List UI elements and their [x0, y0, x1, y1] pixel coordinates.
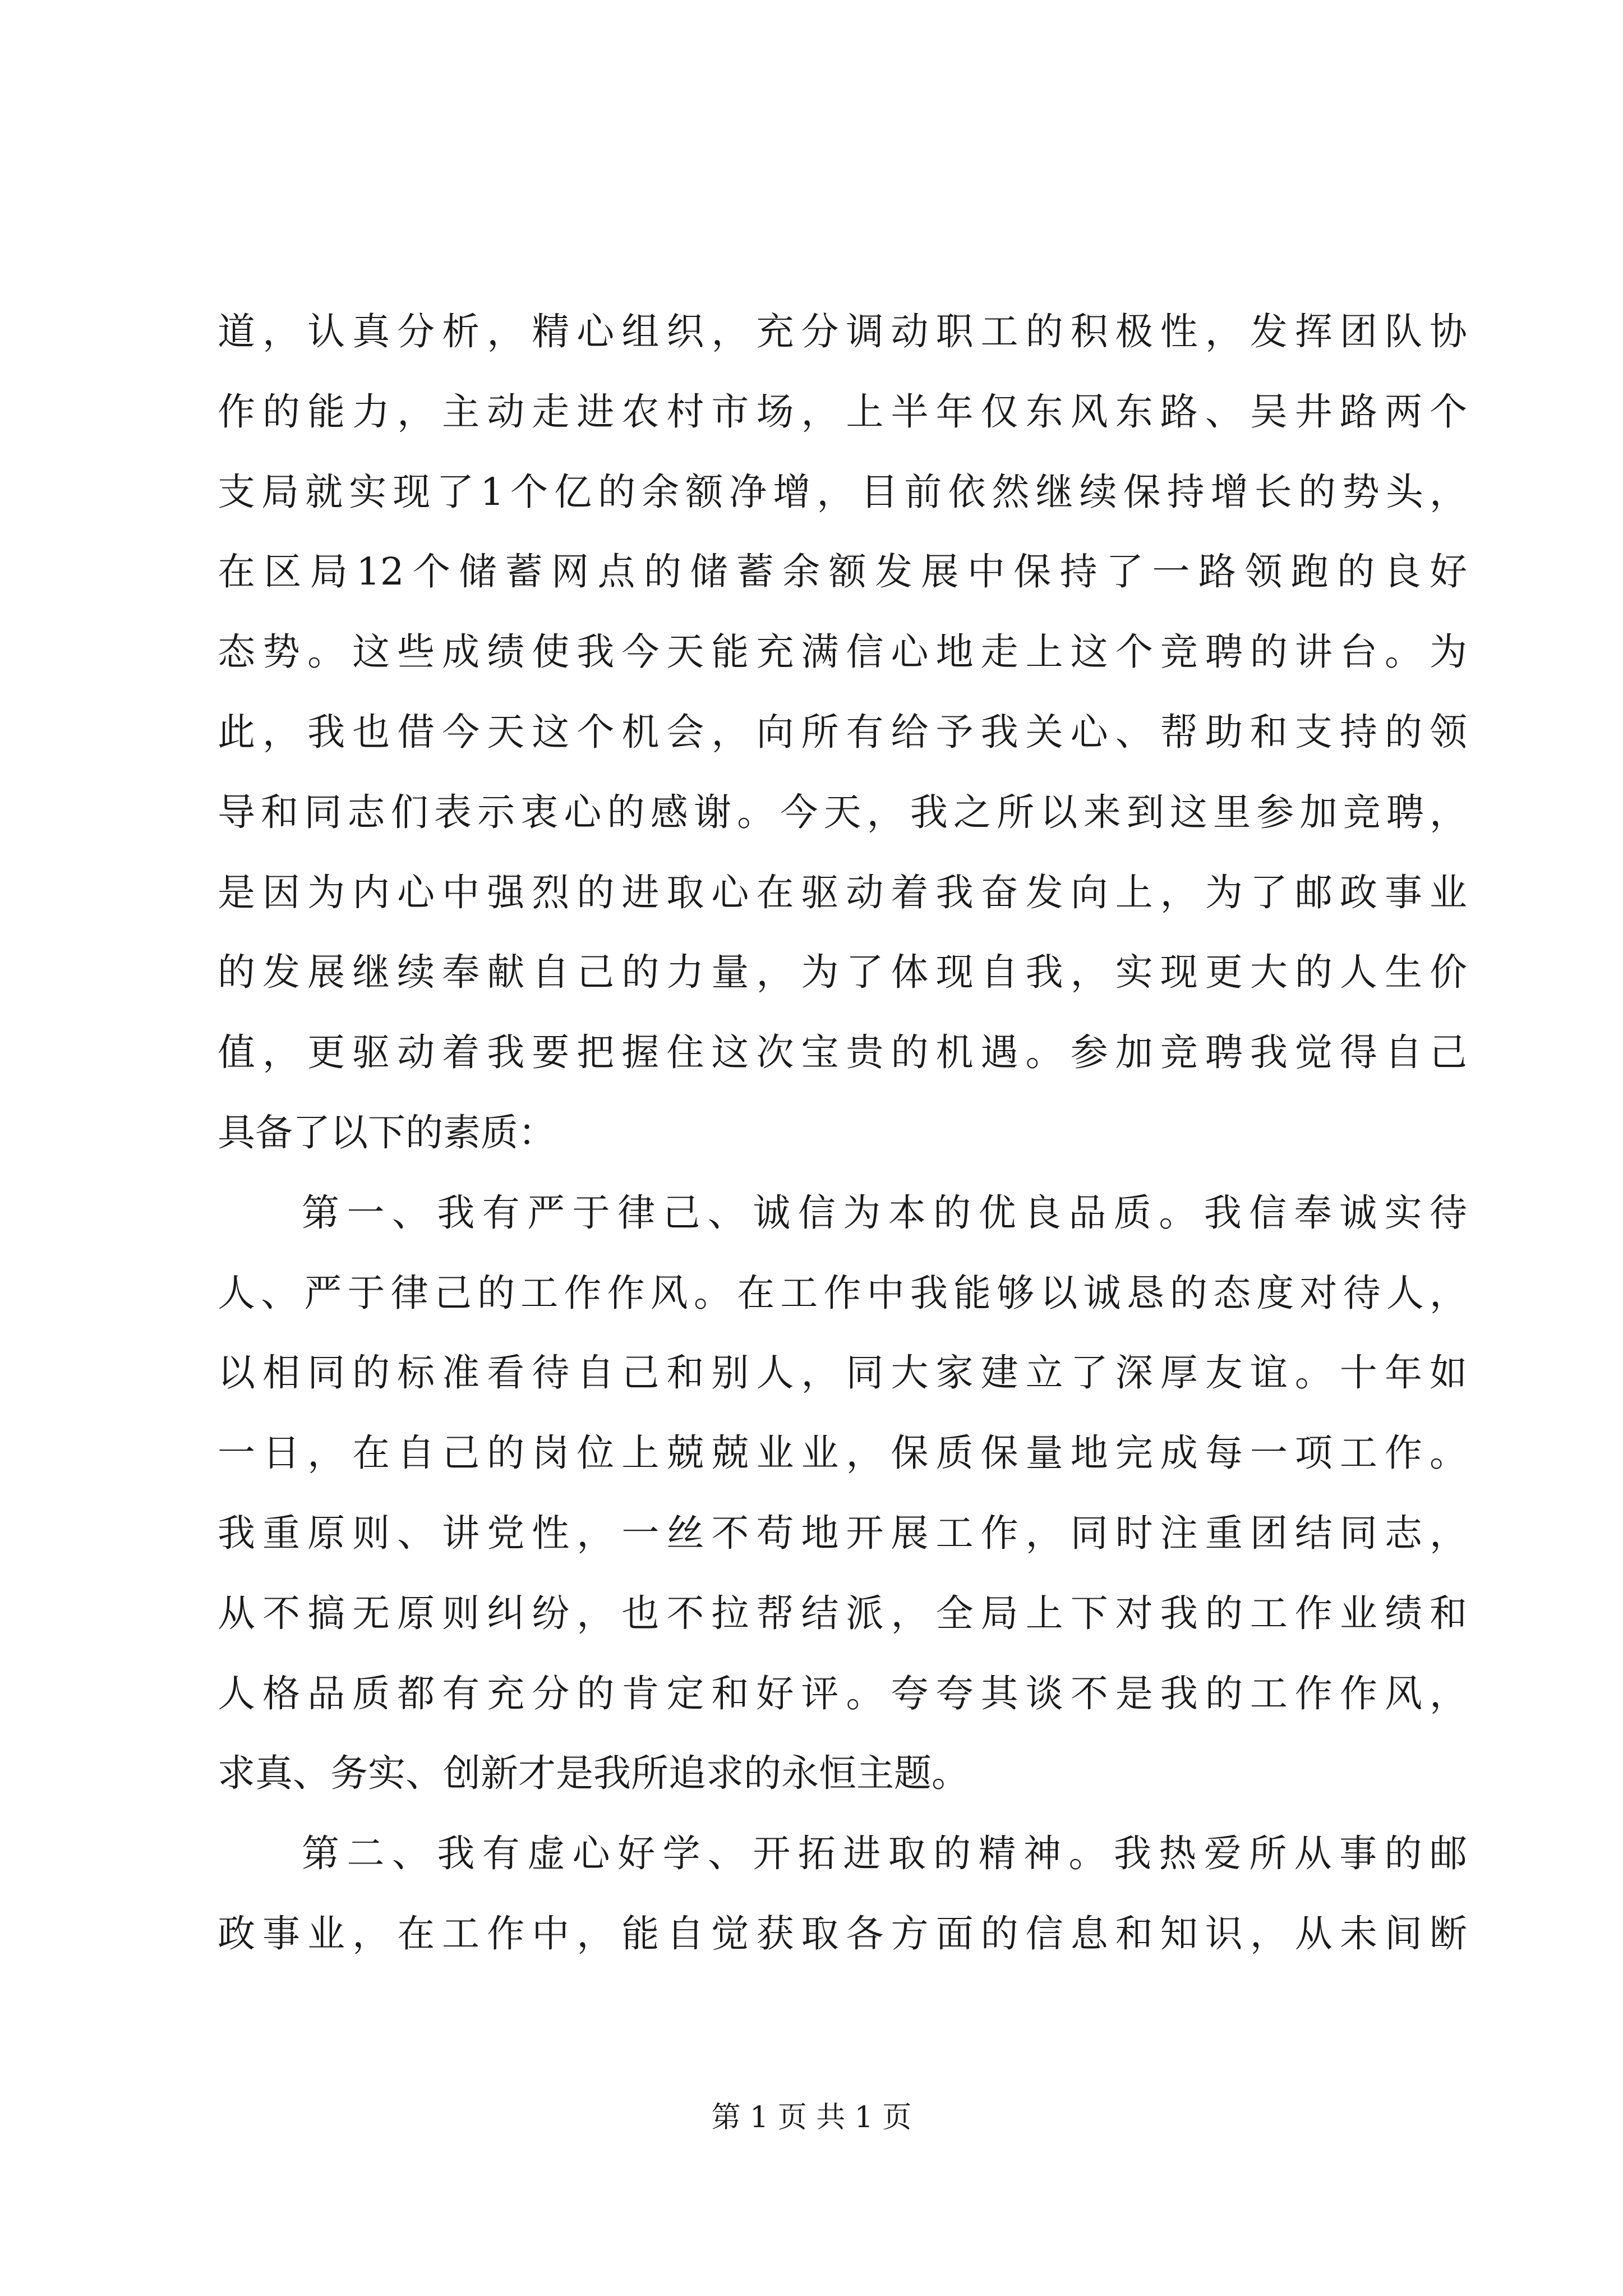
page-footer	[0, 2101, 1623, 2134]
text-line: 人格品质都有充分的肯定和好评。夸夸其谈不是我的工作作风，	[218, 1671, 1467, 1715]
paragraph-1	[218, 292, 1467, 1173]
text-line: 第二、我有虚心好学、开拓进取的精神。我热爱所从事的邮	[302, 1832, 1467, 1876]
text-line: 求真、务实、创新才是我所追求的永恒主题。	[218, 1751, 969, 1796]
text-line: 政事业，在工作中，能自觉获取各方面的信息和知识，从未间断	[218, 1911, 1467, 1955]
text-line: 第一、我有严于律己、诚信为本的优良品质。我信奉诚实待	[302, 1190, 1467, 1235]
page-number-label: 第 1 页 共 1 页	[711, 2101, 912, 2134]
text-line: 值，更驱动着我要把握住这次宝贵的机遇。参加竞聘我觉得自己	[218, 1030, 1467, 1075]
paragraph-2	[218, 1173, 1467, 1814]
paragraph-3	[218, 1814, 1467, 1974]
text-line: 人、严于律己的工作作风。在工作中我能够以诚恳的态度对待人，	[218, 1271, 1467, 1315]
text-line: 一日，在自己的岗位上兢兢业业，保质保量地完成每一项工作。	[218, 1431, 1467, 1475]
text-line: 态势。这些成绩使我今天能充满信心地走上这个竞聘的讲台。为	[218, 630, 1467, 674]
text-line: 导和同志们表示衷心的感谢。今天，我之所以来到这里参加竞聘，	[218, 790, 1467, 834]
document-body	[218, 292, 1467, 1974]
text-line: 支局就实现了1个亿的余额净增，目前依然继续保持增长的势头，	[218, 470, 1467, 514]
text-line: 以相同的标准看待自己和别人，同大家建立了深厚友谊。十年如	[218, 1351, 1467, 1395]
text-line: 的发展继续奉献自己的力量，为了体现自我，实现更大的人生价	[218, 950, 1467, 995]
text-line: 在区局12个储蓄网点的储蓄余额发展中保持了一路领跑的良好	[218, 550, 1467, 594]
text-line: 作的能力，主动走进农村市场，上半年仅东风东路、吴井路两个	[218, 389, 1467, 434]
text-line: 此，我也借今天这个机会，向所有给予我关心、帮助和支持的领	[218, 710, 1467, 754]
text-line: 从不搞无原则纠纷，也不拉帮结派，全局上下对我的工作业绩和	[218, 1591, 1467, 1635]
text-line: 我重原则、讲党性，一丝不苟地开展工作，同时注重团结同志，	[218, 1511, 1467, 1555]
text-line: 具备了以下的素质：	[218, 1110, 556, 1154]
text-line: 道，认真分析，精心组织，充分调动职工的积极性，发挥团队协	[218, 310, 1467, 353]
text-line: 是因为内心中强烈的进取心在驱动着我奋发向上，为了邮政事业	[218, 870, 1467, 914]
